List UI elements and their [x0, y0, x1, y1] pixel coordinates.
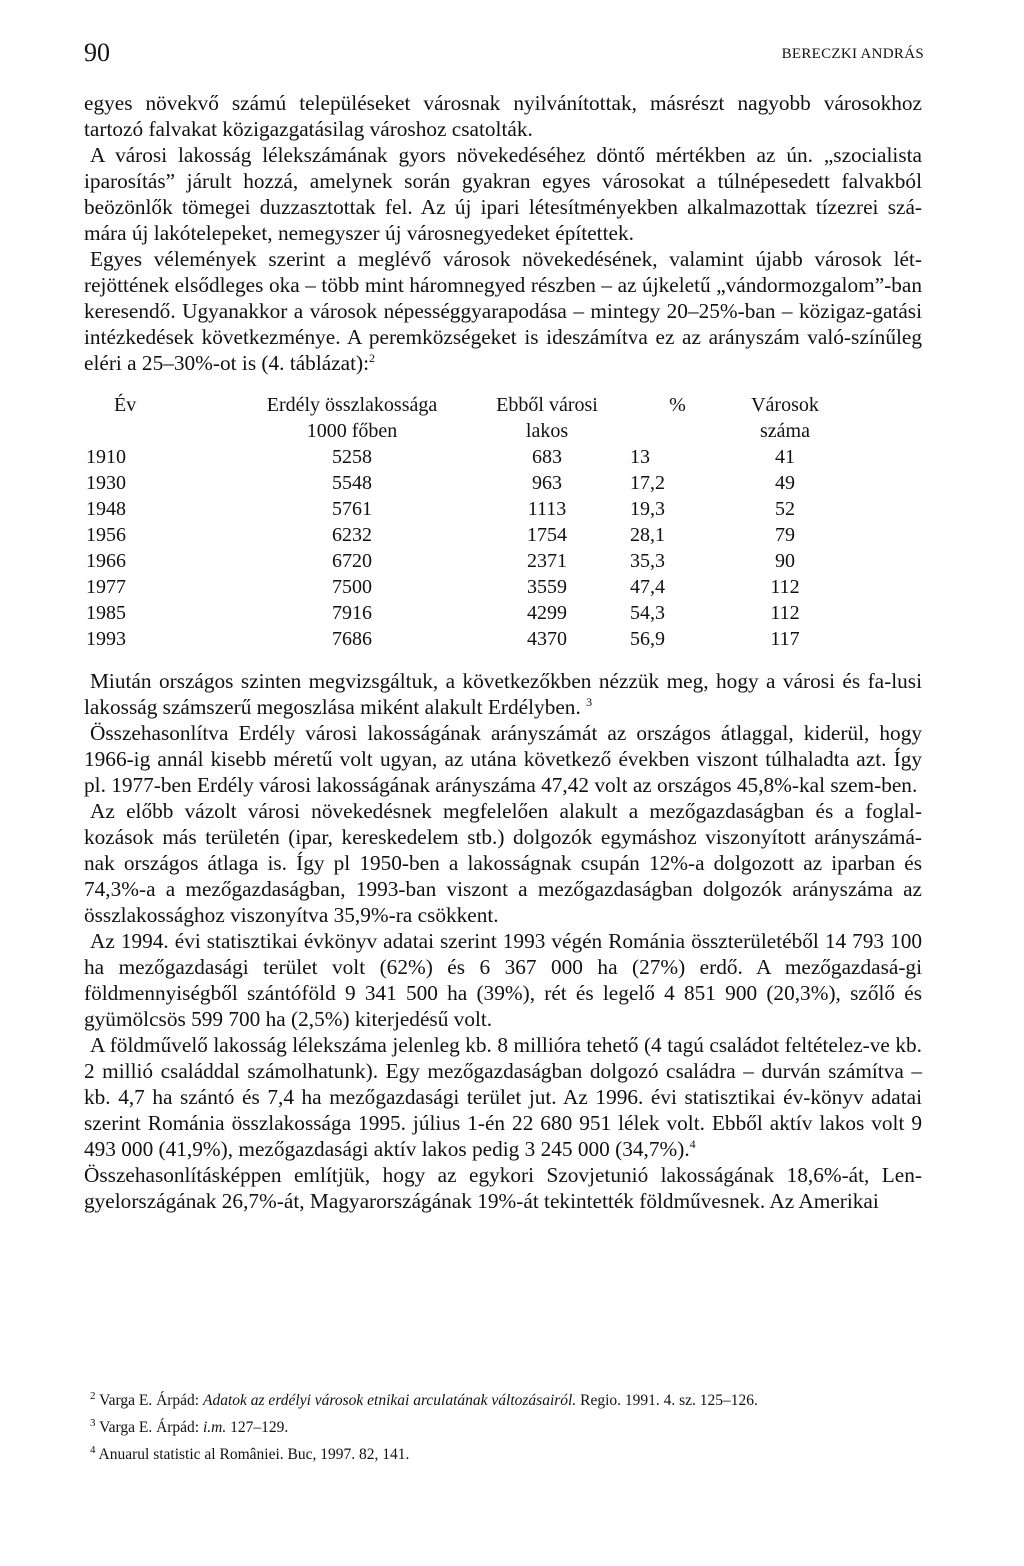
col-header-urban-sub: lakos — [525, 420, 569, 442]
table-row — [84, 574, 845, 600]
table-row — [84, 496, 845, 522]
footnotes — [84, 1385, 922, 1466]
cell-towns: 90 — [775, 550, 795, 572]
cell-towns: 79 — [775, 524, 795, 546]
page-number: 90 — [84, 38, 110, 67]
paragraph: Összehasonlítva Erdély városi lakosságának arányszámát az országos átlaggal, kiderül, hogy 1966-ig annál kisebb méretű volt ugyan, az utána következő években viszont túlhaladta azt. Így pl. 1977-ben Erdély városi lakosságának arányszáma 47,42 volt az országos 45,8%-kal szem-ben. — [84, 721, 922, 797]
cell-population: 6720 — [332, 550, 372, 572]
cell-towns: 41 — [775, 446, 795, 468]
col-header-percent: % — [669, 394, 686, 416]
cell-year: 1910 — [86, 446, 126, 468]
cell-percent: 35,3 — [630, 550, 665, 572]
paragraph-text: Egyes vélemények szerint a meglévő városok növekedésének, valamint újabb városok lét-rejöttének elsődleges oka – több mint háromnegyed részben – az újkeletű „vándormozgalom”-ban keresendő. Ugyanakkor a városok népességgyarapodása – mintegy 20–25%-ban – közigaz-gatási intézkedések következménye. A peremközségeket is ideszámítva ez az arányszám való-színűleg eléri a 25–30%-ot is (4. táblázat): — [84, 247, 922, 375]
cell-population: 7686 — [332, 628, 372, 650]
cell-percent: 54,3 — [630, 602, 665, 624]
table-row — [84, 600, 845, 626]
cell-year: 1993 — [86, 628, 126, 650]
footnote-title: i.m. — [203, 1419, 227, 1437]
paragraph: A városi lakosság lélekszámának gyors növekedéséhez döntő mértékben az ún. „szocialista iparosítás” járult hozzá, amelynek során gyakran egyes városokat a túlnépesedett falvakból beözönlők tömegei duzzasztottak fel. Az új ipari létesítményekben alkalmazottak tízezrei szá-mára új lakótelepeket, nemegyszer új városnegyedeket építettek. — [84, 143, 922, 245]
cell-towns: 112 — [770, 602, 800, 624]
table-header-row — [84, 418, 845, 444]
cell-urban: 1113 — [527, 498, 567, 520]
cell-year: 1948 — [86, 498, 126, 520]
paragraph — [84, 1032, 922, 1162]
cell-urban: 3559 — [527, 576, 567, 598]
table-row — [84, 444, 845, 470]
col-header-population: Erdély összlakossága — [266, 394, 438, 416]
running-head: BERECZKI ANDRÁS — [781, 46, 924, 62]
cell-population: 5258 — [332, 446, 372, 468]
col-header-year: Év — [114, 394, 137, 416]
cell-year: 1977 — [86, 576, 126, 598]
table-row — [84, 470, 845, 496]
footnote-lead: Varga E. Árpád: — [99, 1419, 203, 1437]
cell-urban: 683 — [532, 446, 562, 468]
footnote-ref: 3 — [586, 694, 593, 709]
cell-year: 1956 — [86, 524, 126, 546]
cell-population: 6232 — [332, 524, 372, 546]
cell-urban: 2371 — [527, 550, 567, 572]
col-header-year-sub — [84, 418, 232, 444]
paragraph: egyes növekvő számú településeket városnak nyilvánítottak, másrészt nagyobb városokhoz tartozó falvakat közigazgatásilag városhoz csatolták. — [84, 91, 922, 141]
cell-population: 5761 — [332, 498, 372, 520]
table-row — [84, 522, 845, 548]
cell-percent: 56,9 — [630, 628, 665, 650]
cell-urban: 963 — [532, 472, 562, 494]
cell-population: 5548 — [332, 472, 372, 494]
cell-year: 1966 — [86, 550, 126, 572]
cell-urban: 4370 — [527, 628, 567, 650]
col-header-urban: Ebből városi — [496, 394, 598, 416]
footnote — [84, 1412, 922, 1439]
footnote-number: 3 — [90, 1417, 96, 1430]
cell-year: 1930 — [86, 472, 126, 494]
footnote-rest: 127–129. — [226, 1419, 289, 1437]
cell-towns: 112 — [770, 576, 800, 598]
cell-percent: 28,1 — [630, 524, 665, 546]
footnote-number: 2 — [90, 1390, 96, 1402]
paragraph: Összehasonlításképpen említjük, hogy az egykori Szovjetunió lakosságának 18,6%-át, Len-gyelországának 26,7%-át, Magyarországának 19%-át tekintették földművesnek. Az Amerikai — [84, 1163, 922, 1213]
col-header-towns-sub: száma — [760, 420, 810, 442]
cell-population: 7916 — [332, 602, 372, 624]
footnote-ref: 2 — [369, 350, 376, 365]
footnote-lead: Varga E. Árpád: — [99, 1392, 203, 1410]
col-header-towns: Városok — [751, 394, 819, 416]
footnote-lead: Anuarul statistic al României. Buc, 1997. 82, 141. — [98, 1446, 410, 1464]
cell-towns: 52 — [775, 498, 795, 520]
cell-towns: 49 — [775, 472, 795, 494]
page-header — [84, 38, 924, 72]
body-text — [84, 90, 922, 1214]
footnote-rest: Regio. 1991. 4. sz. 125–126. — [576, 1392, 758, 1410]
col-header-percent-sub — [622, 418, 725, 444]
paragraph: Az előbb vázolt városi növekedésnek megfelelően alakult a mezőgazdaságban és a foglal-kozások más területén (ipar, kereskedelem stb.) dolgozók egymáshoz viszonyított arányszámá-nak országos átlaga is. Így pl 1950-ben a lakosságnak csupán 12%-a dolgozott az iparban és 74,3%-a a mezőgazdaságban, 1993-ban viszont a mezőgazdaságban dolgozók arányszáma az összlakossághoz viszonyítva 35,9%-ra csökkent. — [84, 799, 922, 927]
paragraph-text: A földművelő lakosság lélekszáma jelenleg kb. 8 millióra tehető (4 tagú családot feltételez-ve kb. 2 millió családdal számolhatunk). Egy mezőgazdaságban dolgozó családra – durván számítva – kb. 4,7 ha szántó és 7,4 ha mezőgazdasági terület jut. Az 1996. évi statisztikai év-könyv adatai szerint Románia összlakossága 1995. július 1-én 22 680 951 lélek volt. Ebből aktív lakos volt 9 493 000 (41,9%), mezőgazdasági aktív lakos pedig 3 245 000 (34,7%). — [84, 1033, 922, 1161]
paragraph — [84, 668, 922, 720]
paragraph: Az 1994. évi statisztikai évkönyv adatai szerint 1993 végén Románia összterületéből 14 793 100 ha mezőgazdasági terület volt (62%) és 6 367 000 ha (27%) erdő. A mezőgazdasá-gi földmennyiségből szántóföld 9 341 500 ha (39%), rét és legelő 4 851 900 (20,3%), szőlő és gyümölcsös 599 700 ha (2,5%) kiterjedésű volt. — [84, 929, 922, 1031]
cell-year: 1985 — [86, 602, 126, 624]
footnote-ref: 4 — [689, 1136, 696, 1151]
cell-population: 7500 — [332, 576, 372, 598]
paragraph-text: Miután országos szinten megvizsgáltuk, a következőkben nézzük meg, hogy a városi és fa-lusi lakosság számszerű megoszlása miként alakult Erdélyben. — [84, 669, 922, 719]
cell-urban: 1754 — [527, 524, 567, 546]
table-row — [84, 548, 845, 574]
footnote — [84, 1385, 922, 1412]
paragraph — [84, 246, 922, 376]
footnote — [84, 1439, 922, 1466]
population-table — [84, 392, 845, 652]
cell-towns: 117 — [770, 628, 800, 650]
col-header-population-sub: 1000 főben — [306, 420, 398, 442]
cell-urban: 4299 — [527, 602, 567, 624]
cell-percent: 19,3 — [630, 498, 665, 520]
footnote-number: 4 — [90, 1444, 96, 1457]
cell-percent: 47,4 — [630, 576, 665, 598]
cell-percent: 17,2 — [630, 472, 665, 494]
footnote-title: Adatok az erdélyi városok etnikai arculatának változásairól. — [203, 1392, 577, 1410]
table-header-row — [84, 392, 845, 418]
table-row — [84, 626, 845, 652]
cell-percent: 13 — [630, 446, 650, 468]
